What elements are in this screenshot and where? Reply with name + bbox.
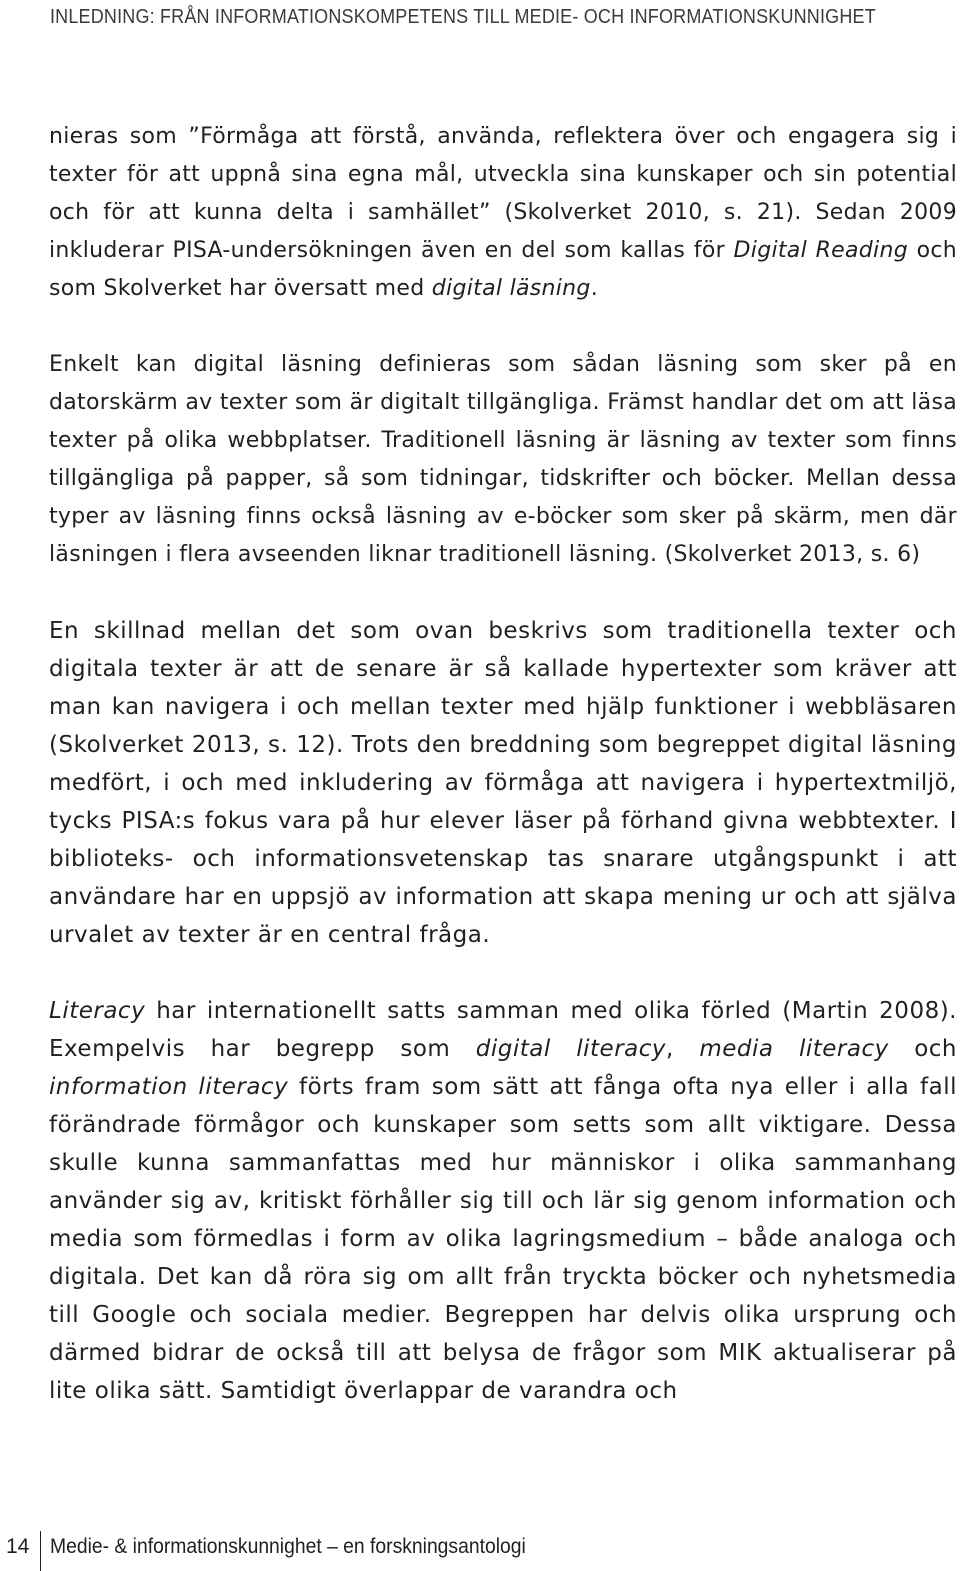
text-run: , xyxy=(666,1036,700,1062)
text-run: har internationellt satts samman med olika förled (Martin 2008). Exempelvis har begrepp som xyxy=(49,998,957,1062)
italic-term: information literacy xyxy=(49,1074,289,1100)
running-header: INLEDNING: FRÅN INFORMATIONSKOMPETENS TILL MEDIE- OCH INFORMATIONSKUNNIGHET xyxy=(50,6,876,28)
italic-term: digital literacy xyxy=(475,1036,667,1062)
quoted-paragraph xyxy=(49,346,957,574)
text-run: En skillnad mellan det som ovan beskrivs som traditionella texter och digitala texter är att de senare är så kallade hypertexter som kräver att man kan navigera i och mellan texter med hjälp funktioner i webbläsaren (Skolverket 2013, s. 12). Trots den breddning som begreppet digital läsning medfört, i och med inkludering av förmåga att navigera i hypertextmiljö, tycks PISA:s fokus vara på hur elever läser på förhand givna webbtexter. I biblioteks- och informationsvetenskap tas snarare utgångspunkt i att användare har en uppsjö av information att skapa mening ur och att själva urvalet av texter är en central fråga. xyxy=(49,618,957,948)
italic-term: Literacy xyxy=(49,998,146,1024)
text-run: förts fram som sätt att fånga ofta nya eller i alla fall förändrade förmågor och kunskaper som setts som allt viktigare. Dessa skulle kunna sammanfattas med hur människor i olika sammanhang använder sig av, kritiskt förhåller sig till och lär sig genom information och media som förmedlas i form av olika lagringsmedium – både analoga och digitala. Det kan då röra sig om allt från tryckta böcker och nyhetsmedia till Google och sociala medier. Begreppen har delvis olika ursprung och därmed bidrar de också till att belysa de frågor som MIK aktualiserar på lite olika sätt. Samtidigt överlappar de varandra och xyxy=(49,1074,958,1404)
body-paragraph xyxy=(49,992,957,1410)
book-title: Medie- & informationskunnighet – en forskningsantologi xyxy=(50,1535,526,1558)
italic-term: media literacy xyxy=(699,1036,889,1062)
page-number: 14 xyxy=(6,1535,30,1558)
page-footer xyxy=(0,1531,960,1571)
text-run: Enkelt kan digital läsning definieras som sådan läsning som sker på en datorskärm av texter som är digitalt tillgängliga. Främst handlar det om att läsa texter på olika webbplatser. Traditionell läsning är läsning av texter som finns tillgängliga på papper, så som tidningar, tidskrifter och böcker. Mellan dessa typer av läsning finns också läsning av e-böcker som sker på skärm, men där läsningen i flera avseenden liknar traditionell läsning. (Skolverket 2013, s. 6) xyxy=(49,352,957,567)
italic-term: digital läsning xyxy=(431,276,591,301)
italic-term: Digital Reading xyxy=(733,238,908,263)
text-run: och som Skolverket har översatt med xyxy=(49,238,957,301)
body-paragraph xyxy=(49,612,957,954)
text-run: och xyxy=(888,1036,957,1062)
quoted-paragraph xyxy=(49,118,957,308)
page-body xyxy=(49,118,957,1410)
text-run: nieras som ”Förmåga att förstå, använda, reflektera över och engagera sig i texter för att uppnå sina egna mål, utveckla sina kunskaper och sin potential och för att kunna delta i samhället” (Skolverket 2010, s. 21). Sedan 2009 inkluderar PISA-undersökningen även en del som kallas för xyxy=(49,124,957,263)
text-run: . xyxy=(590,276,598,301)
